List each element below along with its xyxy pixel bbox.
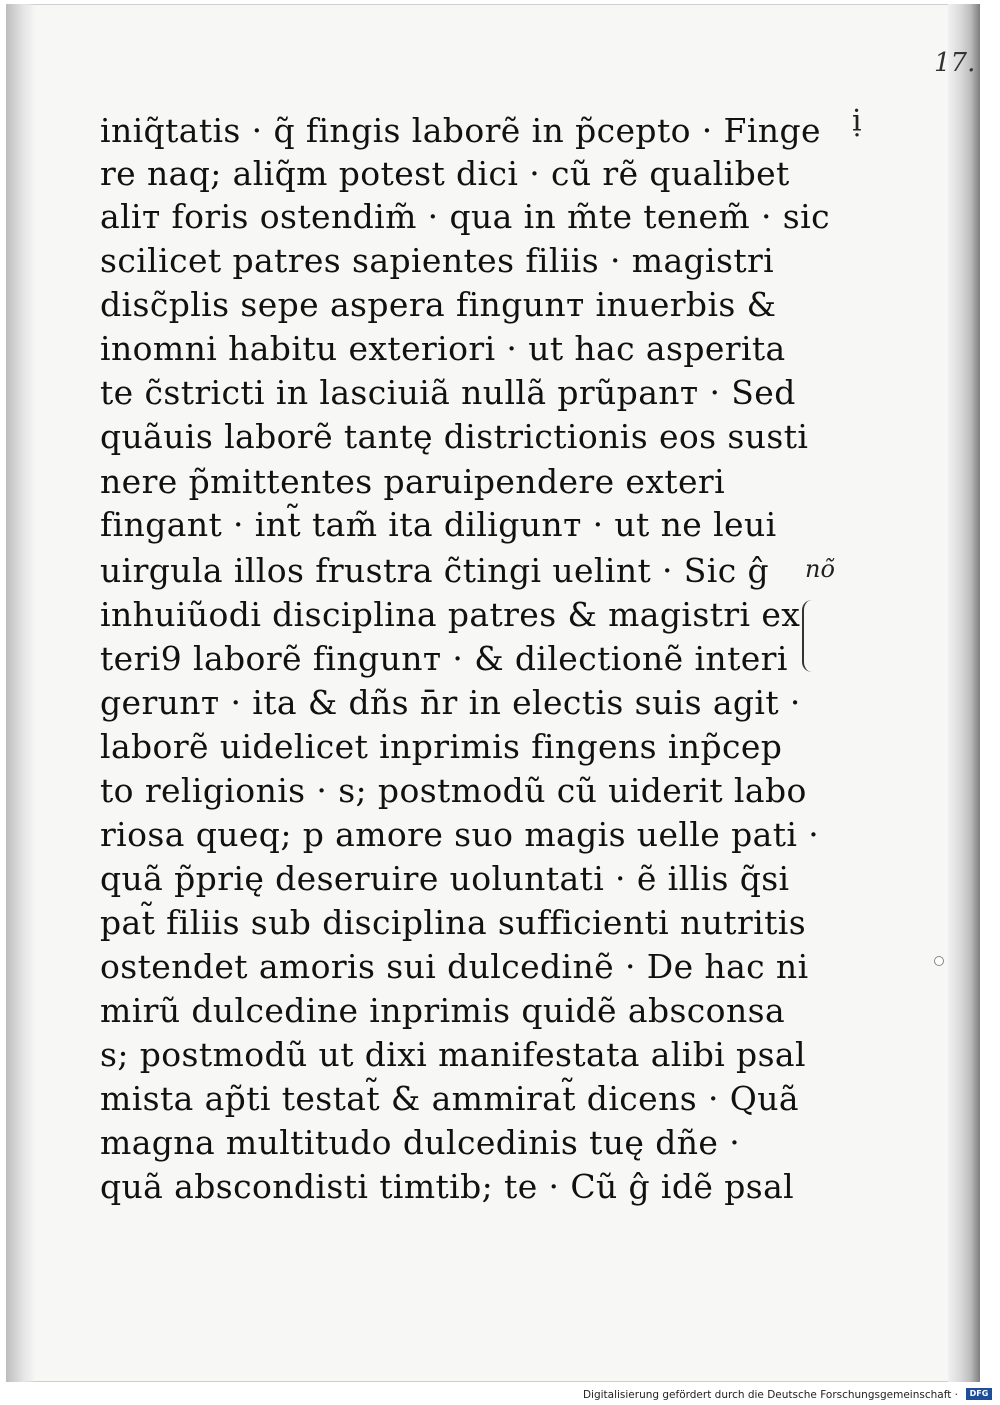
text-line: iniq̃tatis · q̃ fingis laborẽ in p̃cepto · Finge	[100, 111, 821, 150]
dfg-logo: DFG	[966, 1388, 992, 1400]
page-edge-shadow	[948, 4, 980, 1382]
text-line: re naq; aliq̃m potest dici · cũ rẽ qualibet	[100, 154, 790, 193]
text-line: pat̃ filiis sub disciplina sufficienti nutritis	[100, 903, 807, 942]
text-line: te c̃stricti in lasciuiã nullã prũpanт · Sed	[100, 373, 796, 412]
page-hole	[934, 956, 944, 966]
text-line: mista ap̃ti testat̃ & ammirat̃ dicens · Quã	[100, 1079, 799, 1118]
text-line: quã p̃prię deseruire uoluntati · ẽ illis q̃si	[100, 859, 790, 898]
binding-gutter	[6, 4, 36, 1382]
text-line: fingant · int̃ tam̃ ita diligunт · ut ne leui	[100, 505, 777, 544]
text-line: quã abscondisti timtib; te · Cũ ĝ idẽ psal	[100, 1167, 795, 1206]
text-line: laborẽ uidelicet inprimis fingens inp̃cep	[100, 727, 783, 766]
text-line: magna multitudo dulcedinis tuę dñe ·	[100, 1123, 741, 1162]
text-line: gerunт · ita & dñs n̄r in electis suis agit ·	[100, 683, 801, 722]
marginal-note-top: ị	[852, 104, 862, 139]
text-line: quãuis laborẽ tantę districtionis eos susti	[100, 417, 809, 456]
text-line: mirũ dulcedine inprimis quidẽ absconsa	[100, 991, 786, 1030]
text-line: disc̃plis sepe aspera fingunт inuerbis &	[100, 285, 777, 324]
text-line: uirgula illos frustra c̃tingi uelint · Sic ĝ	[100, 551, 770, 590]
marginal-note-no: nõ	[805, 555, 835, 583]
text-line: nere p̃mittentes paruipendere exteri	[100, 462, 726, 501]
digitization-credit: Digitalisierung gefördert durch die Deutsche Forschungsgemeinschaft ·	[582, 1389, 958, 1401]
text-line: inhuiũodi disciplina patres & magistri ex	[100, 595, 801, 634]
text-line: teri9 laborẽ fingunт · & dilectionẽ interi	[100, 639, 788, 678]
marginal-bracket	[802, 600, 814, 672]
folio-number: 17.	[934, 48, 976, 78]
text-line: riosa queq; p amore suo magis uelle pati ·	[100, 815, 820, 854]
text-line: s; postmodũ ut dixi manifestata alibi psal	[100, 1035, 806, 1074]
text-line: ostendet amoris sui dulcedinẽ · De hac ni	[100, 947, 809, 986]
text-line: to religionis · s; postmodũ cũ uiderit labo	[100, 771, 807, 810]
text-line: inomni habitu exteriori · ut hac asperita	[100, 329, 786, 368]
text-line: scilicet patres sapientes filiis · magistri	[100, 241, 775, 280]
text-line: aliт foris ostendim̃ · qua in m̃te tenem̃ · sic	[100, 197, 830, 236]
